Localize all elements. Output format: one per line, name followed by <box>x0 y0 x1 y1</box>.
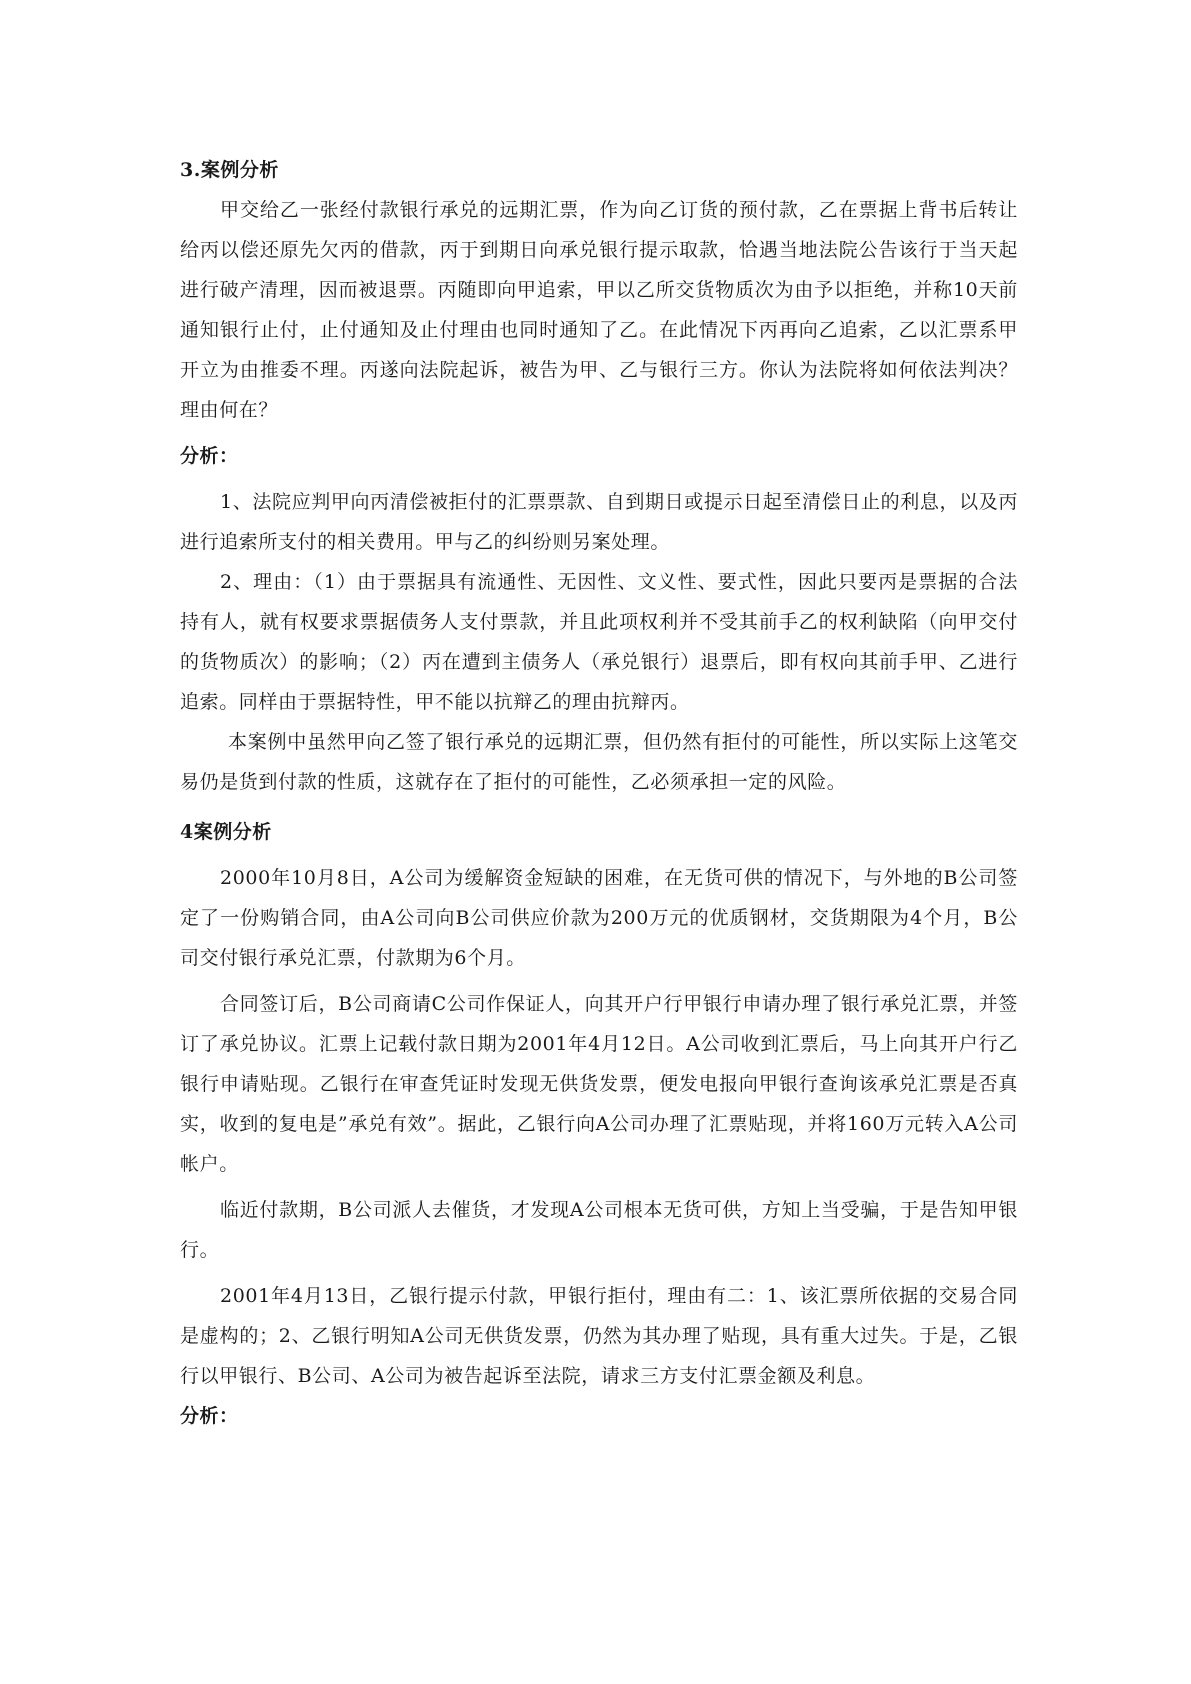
case3-analysis-heading: 分析： <box>180 445 239 467</box>
case4-paragraph-2: 合同签订后，B公司商请C公司作保证人，向其开户行甲银行申请办理了银行承兑汇票，并签订了承兑协议。汇票上记载付款日期为2001年4月12日。A公司收到汇票后，马上向其开户行乙银行申请贴现。乙银行在审查凭证时发现无供货发票，便发电报向甲银行查询该承兑汇票是否真实，收到的复电是”承兑有效”。据此，乙银行向A公司办理了汇票贴现，并将160万元转入A公司帐户。 <box>180 993 1018 1175</box>
case4-paragraph-4: 2001年4月13日，乙银行提示付款，甲银行拒付，理由有二：1、该汇票所依据的交易合同是虚构的；2、乙银行明知A公司无供货发票，仍然为其办理了贴现，具有重大过失。于是，乙银行以甲银行、B公司、A公司为被告起诉至法院，请求三方支付汇票金额及利息。 <box>180 1285 1018 1387</box>
case3-problem-paragraph: 甲交给乙一张经付款银行承兑的远期汇票，作为向乙订货的预付款，乙在票据上背书后转让给丙以偿还原先欠丙的借款，丙于到期日向承兑银行提示取款，恰遇当地法院公告该行于当天起进行破产清理，因而被退票。丙随即向甲追索，甲以乙所交货物质次为由予以拒绝，并称10天前通知银行止付，止付通知及止付理由也同时通知了乙。在此情况下丙再向乙追索，乙以汇票系甲开立为由推委不理。丙遂向法院起诉，被告为甲、乙与银行三方。你认为法院将如何依法判决？理由何在？ <box>180 199 1018 421</box>
case4-paragraph-1: 2000年10月8日，A公司为缓解资金短缺的困难，在无货可供的情况下，与外地的B公司签定了一份购销合同，由A公司向B公司供应价款为200万元的优质钢材，交货期限为4个月，B公司交付银行承兑汇票，付款期为6个月。 <box>180 867 1018 969</box>
case4-title: 4案例分析 <box>180 821 272 843</box>
case3-title: 3.案例分析 <box>180 159 279 181</box>
case3-analysis-paragraph-2: 2、理由：（1）由于票据具有流通性、无因性、文义性、要式性，因此只要丙是票据的合法持有人，就有权要求票据债务人支付票款，并且此项权利并不受其前手乙的权利缺陷（向甲交付的货物质次）的影响；（2）丙在遭到主债务人（承兑银行）退票后，即有权向其前手甲、乙进行追索。同样由于票据特性，甲不能以抗辩乙的理由抗辩丙。 <box>180 571 1018 713</box>
case3-analysis-paragraph-3: 本案例中虽然甲向乙签了银行承兑的远期汇票，但仍然有拒付的可能性，所以实际上这笔交易仍是货到付款的性质，这就存在了拒付的可能性，乙必须承担一定的风险。 <box>180 731 1018 793</box>
document-page <box>180 150 1018 1436</box>
case4-paragraph-3: 临近付款期，B公司派人去催货，才发现A公司根本无货可供，方知上当受骗，于是告知甲银行。 <box>180 1199 1018 1261</box>
case4-analysis-heading: 分析： <box>180 1405 239 1427</box>
case3-analysis-paragraph-1: 1、法院应判甲向丙清偿被拒付的汇票票款、自到期日或提示日起至清偿日止的利息，以及丙进行追索所支付的相关费用。甲与乙的纠纷则另案处理。 <box>180 491 1018 553</box>
